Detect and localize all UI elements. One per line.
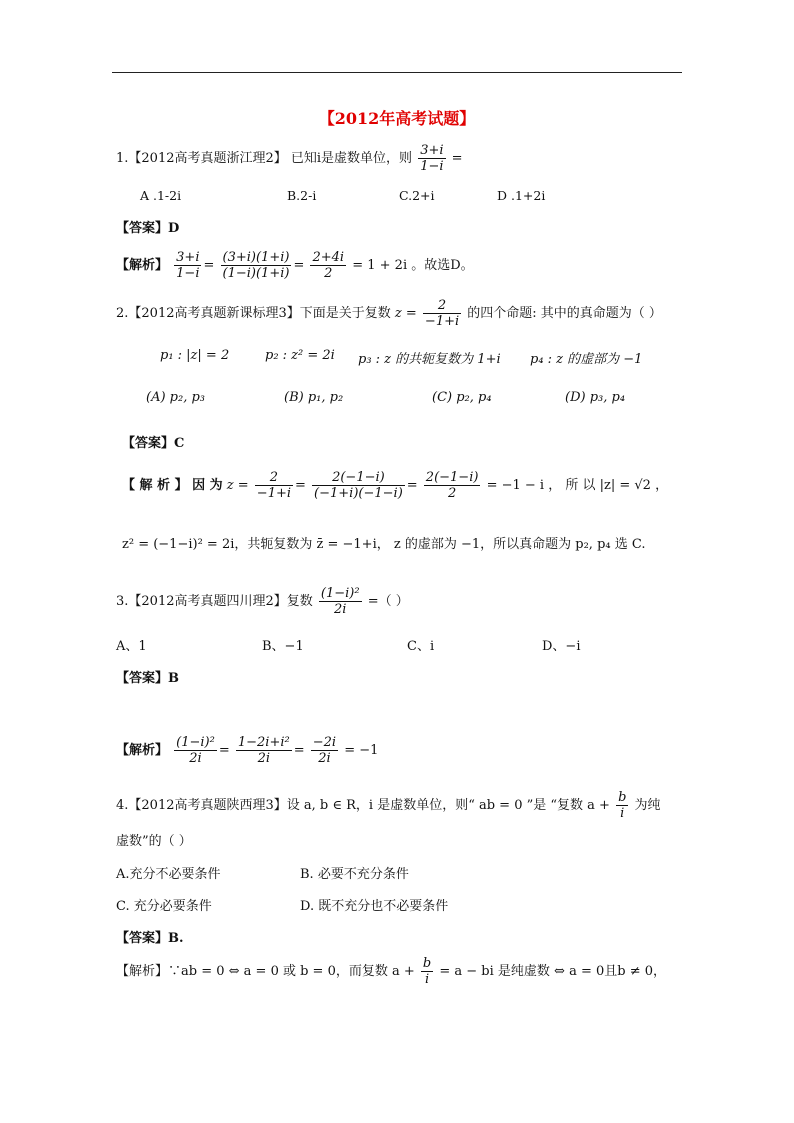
- q2-option-a: (A) p₂, p₃: [146, 390, 205, 405]
- q3-stem-text: 3.【2012高考真题四川理2】复数: [116, 594, 313, 609]
- q1-option-c: C.2+i: [399, 188, 435, 203]
- q1-analysis: 【解析】 $\frac{3+i}{1-i}$ = $\frac{(3+i)(1+i)}{(1-i)(1+i)}$ = $\frac{2+4i}{2}$ = 1 + 2i 。故选D。: [116, 250, 474, 281]
- q2-a-f1-num: 2: [255, 470, 293, 486]
- q1-frac-num: 3+i: [420, 143, 444, 158]
- q2-analysis-line1: 【 解 析 】 因 为 z = $\frac{2}{-1+i}$ = $\frac{2(-1-i)}{(-1+i)(-1-i)}$ = $\frac{2(-1-i)}{2}$ = −1 − i ， 所 以 |z| = √2 ，: [122, 470, 669, 501]
- q1-eq: =: [451, 151, 463, 166]
- q4-analysis-a: 【解析】∵ab = 0 ⇔ a = 0 或 b = 0，而复数 a +: [116, 964, 415, 979]
- q1-a-f1-den: 1−i: [176, 266, 200, 281]
- q2-frac-den: −1+i: [424, 314, 460, 329]
- q1-a-frac1: [174, 250, 201, 281]
- q3-a-f3-num: −2i: [312, 735, 337, 750]
- q3-a-f3-den: 2i: [318, 751, 331, 766]
- q3-stem-tail: =（ ）: [367, 594, 409, 609]
- q2-frac-num: 2: [423, 298, 461, 314]
- q2-a-z: z =: [226, 478, 249, 493]
- question-3-stem: [116, 586, 409, 617]
- q3-option-b: B、−1: [262, 639, 304, 654]
- q3-analysis: 【解析】 $\frac{\text{(1−i)²}}{2i}$ = $\frac{\text{1−2i+i²}}{2i}$ = $\frac{-2i}{2i}$ = −1: [116, 735, 379, 766]
- q1-a-f2-den: (1−i)(1+i): [222, 266, 290, 281]
- q2-a-f2-den: (−1+i)(−1−i): [314, 486, 403, 501]
- q3-a-f2-den: 2i: [257, 751, 271, 766]
- q2-a-f3-num: 2(−1−i): [425, 470, 479, 485]
- q3-answer: 【答案】B: [116, 671, 179, 686]
- question-4-stem: [116, 790, 661, 821]
- q3-a-f2-num: 1−2i+i²: [237, 735, 290, 750]
- q1-a-f2-num: (3+i)(1+i): [222, 250, 290, 265]
- q4-answer: 【答案】B.: [116, 931, 184, 946]
- q1-analysis-label: 【解析】: [116, 258, 169, 273]
- q3-option-a: A、1: [116, 639, 147, 654]
- q2-a-frac1: [255, 470, 293, 501]
- q2-a-f1-den: −1+i: [256, 486, 292, 501]
- q2-option-b: (B) p₁, p₂: [284, 390, 344, 405]
- q2-analysis-label: 【 解 析 】 因 为: [122, 478, 223, 493]
- q3-a-f1-num: (1−i)²: [176, 735, 215, 750]
- q2-a-f2-num: 2(−1−i): [312, 470, 405, 486]
- q2-prop-3: p₃ : z 的共轭复数为 1+i: [358, 352, 501, 367]
- q2-prop-2: p₂ : z² = 2i: [265, 348, 335, 363]
- q3-a-f1-den: 2i: [189, 751, 202, 766]
- q4-analysis-b: = a − bi 是纯虚数 ⇔ a = 0且b ≠ 0，: [439, 964, 667, 979]
- q4-stem-line2: 虚数”的（ ）: [116, 834, 192, 849]
- q2-answer: 【答案】C: [122, 436, 185, 451]
- q1-stem-text: 1.【2012高考真题浙江理2】 已知i是虚数单位，则: [116, 151, 413, 166]
- q2-a-f3-den: 2: [447, 486, 457, 501]
- q2-a-frac2: [312, 470, 405, 501]
- q3-a-frac1: [174, 735, 217, 766]
- q2-a-tail: = −1 − i ， 所 以 |z| = √2 ，: [486, 478, 669, 493]
- q3-frac-den: 2i: [334, 602, 347, 617]
- page-title: 【2012年高考试题】: [318, 109, 476, 128]
- q3-analysis-label: 【解析】: [116, 743, 169, 758]
- q4-option-d: D. 既不充分也不必要条件: [300, 899, 449, 914]
- q4-option-c: C. 充分必要条件: [116, 899, 212, 914]
- q4-stem-a: 4.【2012高考真题陕西理3】设 a, b ∈ R，i 是虚数单位，则“ ab = 0 ”是 “复数 a +: [116, 798, 610, 813]
- q1-option-d: D .1+2i: [497, 188, 546, 203]
- q1-frac-den: 1−i: [420, 159, 444, 174]
- q3-option-c: C、i: [407, 639, 435, 654]
- q3-fraction: [319, 586, 362, 617]
- q2-prop-1: p₁ : |z| = 2: [160, 348, 230, 363]
- q2-option-d: (D) p₃, p₄: [565, 390, 626, 405]
- q1-a-f1-num: 3+i: [176, 250, 200, 265]
- q2-stem-b: 的四个命题: 其中的真命题为（ ）: [467, 306, 662, 321]
- q4-a-fraction: [421, 956, 433, 987]
- question-1-stem: [116, 143, 463, 174]
- q1-answer: 【答案】D: [116, 221, 180, 236]
- q4-a-frac-den: i: [424, 972, 430, 987]
- q4-option-b: B. 必要不充分条件: [300, 867, 409, 882]
- q4-fraction: [616, 790, 628, 821]
- q3-a-frac2: [236, 735, 292, 766]
- q2-analysis-line2: z² = (−1−i)² = 2i，共轭复数为 z̄ = −1+i， z 的虚部为 −1，所以真命题为 p₂, p₄ 选 C.: [122, 537, 646, 552]
- q3-option-d: D、−i: [542, 639, 581, 654]
- q1-option-b: B.2-i: [287, 188, 317, 203]
- q3-a-tail: = −1: [344, 743, 379, 758]
- q1-a-f3-num: 2+4i: [312, 250, 345, 265]
- q2-prop-4: p₄ : z 的虚部为 −1: [530, 352, 643, 367]
- q4-stem-b: 为纯: [634, 798, 661, 813]
- header-rule: [112, 72, 682, 73]
- q1-a-frac3: [310, 250, 346, 281]
- q4-frac-den: i: [620, 806, 625, 821]
- q2-a-frac3: [424, 470, 481, 501]
- q1-fraction: [418, 143, 445, 174]
- q4-analysis: [116, 956, 666, 987]
- q4-frac-num: b: [618, 790, 627, 805]
- q3-a-frac3: [311, 735, 338, 766]
- q2-fraction: [423, 298, 461, 329]
- q2-stem-a: 2.【2012高考真题新课标理3】下面是关于复数: [116, 306, 391, 321]
- q1-a-tail: = 1 + 2i 。故选D。: [352, 258, 474, 273]
- question-2-stem: [116, 298, 662, 329]
- q1-a-frac2: [221, 250, 292, 281]
- q4-option-a: A.充分不必要条件: [116, 867, 221, 882]
- q4-a-frac-num: b: [422, 956, 432, 971]
- q1-option-a: A .1-2i: [140, 188, 182, 203]
- q1-a-f3-den: 2: [324, 266, 333, 281]
- q2-stem-z: z =: [394, 306, 417, 321]
- q3-frac-num: (1−i)²: [320, 586, 360, 601]
- q2-option-c: (C) p₂, p₄: [432, 390, 492, 405]
